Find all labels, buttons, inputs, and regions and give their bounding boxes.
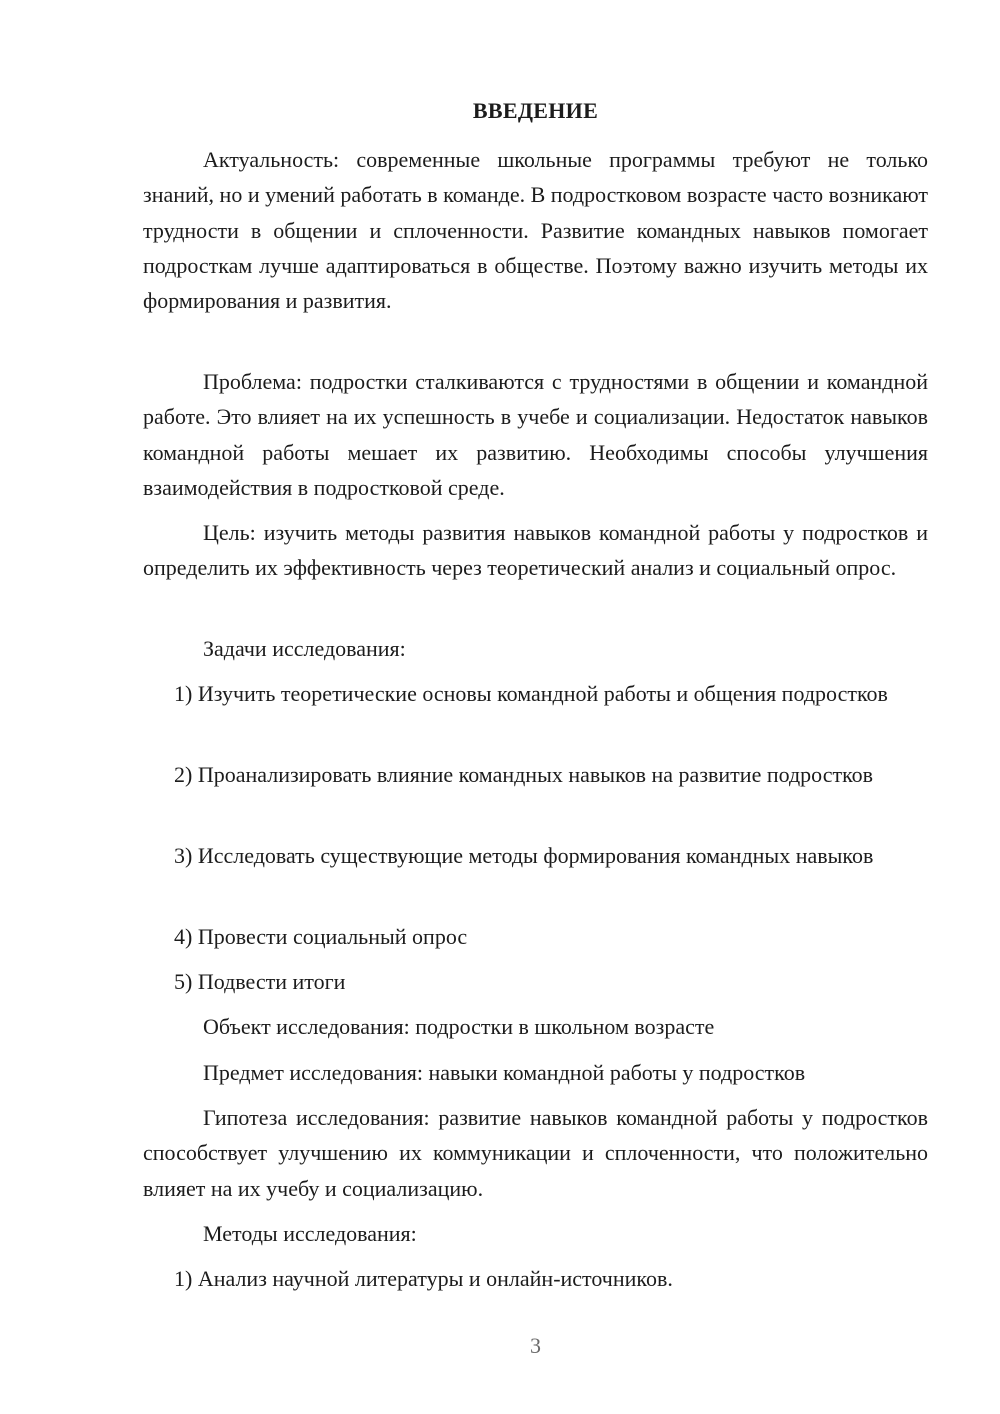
method-item-1: 1) Анализ научной литературы и онлайн-источников. bbox=[174, 1266, 673, 1291]
hypothesis-paragraph: Гипотеза исследования: развитие навыков командной работы у подростков способствует улучшению их коммуникации и сплоченности, что положительно влияет на их учебу и социализацию. bbox=[143, 1105, 928, 1201]
problem-paragraph: Проблема: подростки сталкиваются с трудностями в общении и командной работе. Это влияет на их успешность в учебе и социализации. Недостаток навыков командной работы мешает их развитию. Необходимы способы улучшения взаимодействия в подростковой среде. bbox=[143, 369, 928, 500]
task-item-3: 3) Исследовать существующие методы формирования командных навыков bbox=[174, 843, 874, 868]
goal-paragraph: Цель: изучить методы развития навыков командной работы у подростков и определить их эффективность через теоретический анализ и социальный опрос. bbox=[143, 520, 928, 581]
methods-heading: Методы исследования: bbox=[203, 1221, 417, 1246]
task-item-4: 4) Провести социальный опрос bbox=[174, 924, 468, 949]
relevance-paragraph: Актуальность: современные школьные программы требуют не только знаний, но и умений работать в команде. В подростковом возрасте часто возникают трудности в общении и сплоченности. Развитие командных навыков помогает подросткам лучше адаптироваться в обществе. Поэтому важно изучить методы их формирования и развития. bbox=[143, 147, 928, 314]
page-number: 3 bbox=[530, 1333, 541, 1358]
page-title: ВВЕДЕНИЕ bbox=[472, 98, 599, 123]
research-object: Объект исследования: подростки в школьном возрасте bbox=[203, 1014, 715, 1039]
task-item-2: 2) Проанализировать влияние командных навыков на развитие подростков bbox=[174, 762, 874, 787]
research-subject: Предмет исследования: навыки командной работы у подростков bbox=[203, 1060, 806, 1085]
task-item-5: 5) Подвести итоги bbox=[174, 969, 346, 994]
task-item-1: 1) Изучить теоретические основы командной работы и общения подростков bbox=[174, 681, 888, 706]
tasks-heading: Задачи исследования: bbox=[203, 636, 406, 661]
